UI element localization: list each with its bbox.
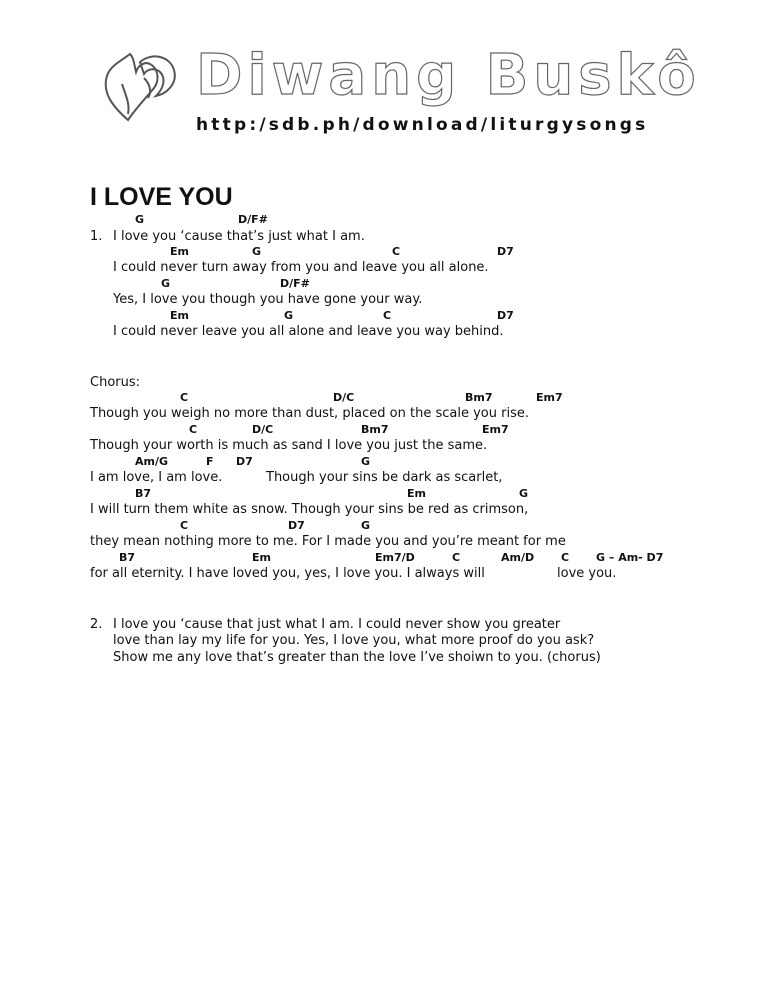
chord: B7 [135, 487, 152, 500]
lyric-line: I love you ‘cause that just what I am. I could never show you greater [113, 617, 561, 632]
lyric-line: they mean nothing more to me. For I made you and you’re meant for me [90, 534, 566, 549]
chord: B7 [119, 551, 136, 564]
diwang-busko-logo-icon [100, 48, 180, 128]
chord: Em7/D [375, 551, 415, 564]
lyric-line: Show me any love that’s greater than the love I’ve shoiwn to you. (chorus) [113, 650, 601, 665]
chord: G [252, 245, 262, 258]
chord: Am/D [501, 551, 535, 564]
chord: D/C [333, 391, 355, 404]
chorus-label: Chorus: [90, 375, 141, 390]
chord: F [206, 455, 214, 468]
chord: C [180, 519, 189, 532]
lyric-line: Though your sins be dark as scarlet, [266, 470, 503, 485]
chord: C [383, 309, 392, 322]
lyric-line: I love you ‘cause that’s just what I am. [113, 229, 365, 244]
lyric-line: for all eternity. I have loved you, yes, I love you. I always will [90, 566, 485, 581]
chord: C [561, 551, 570, 564]
lyric-line: I am love, I am love. [90, 470, 223, 485]
chord: C [392, 245, 401, 258]
chord: G [161, 277, 171, 290]
chord: G [519, 487, 529, 500]
lyric-line: love than lay my life for you. Yes, I love you, what more proof do you ask? [113, 633, 595, 648]
chord: G – Am- D7 [596, 551, 664, 564]
chord: Em [170, 245, 189, 258]
chord: Em [252, 551, 271, 564]
chord: Em [170, 309, 189, 322]
chord: Em [407, 487, 426, 500]
chord: Em7 [482, 423, 509, 436]
chord: Am/G [135, 455, 169, 468]
chord: G [361, 455, 371, 468]
chord: D7 [236, 455, 253, 468]
lyric-line: love you. [557, 566, 617, 581]
lyric-line: I will turn them white as snow. Though your sins be red as crimson, [90, 502, 529, 517]
chord: G [284, 309, 294, 322]
chord: D/F# [238, 213, 268, 226]
brand-title: Diwang Buskô [196, 43, 701, 108]
chord: C [452, 551, 461, 564]
chord: C [180, 391, 189, 404]
chord: D7 [288, 519, 305, 532]
lyric-line: Yes, I love you though you have gone your way. [113, 292, 423, 307]
lyric-line: Though your worth is much as sand I love you just the same. [90, 438, 488, 453]
chord: Bm7 [465, 391, 493, 404]
song-title: I LOVE YOU [90, 183, 233, 211]
chord: D/C [252, 423, 274, 436]
chord: G [135, 213, 145, 226]
lyric-line: I could never turn away from you and leave you all alone. [113, 260, 489, 275]
chord: Em7 [536, 391, 563, 404]
chord: D7 [497, 309, 514, 322]
lyric-line: Though you weigh no more than dust, placed on the scale you rise. [90, 406, 529, 421]
verse-number: 1. [90, 229, 103, 244]
verse-number: 2. [90, 617, 103, 632]
chord: C [189, 423, 198, 436]
chord: G [361, 519, 371, 532]
download-url: http:/sdb.ph/download/liturgysongs [196, 115, 649, 135]
chord: D/F# [280, 277, 310, 290]
chord: Bm7 [361, 423, 389, 436]
chord: D7 [497, 245, 514, 258]
lyric-line: I could never leave you all alone and leave you way behind. [113, 324, 504, 339]
